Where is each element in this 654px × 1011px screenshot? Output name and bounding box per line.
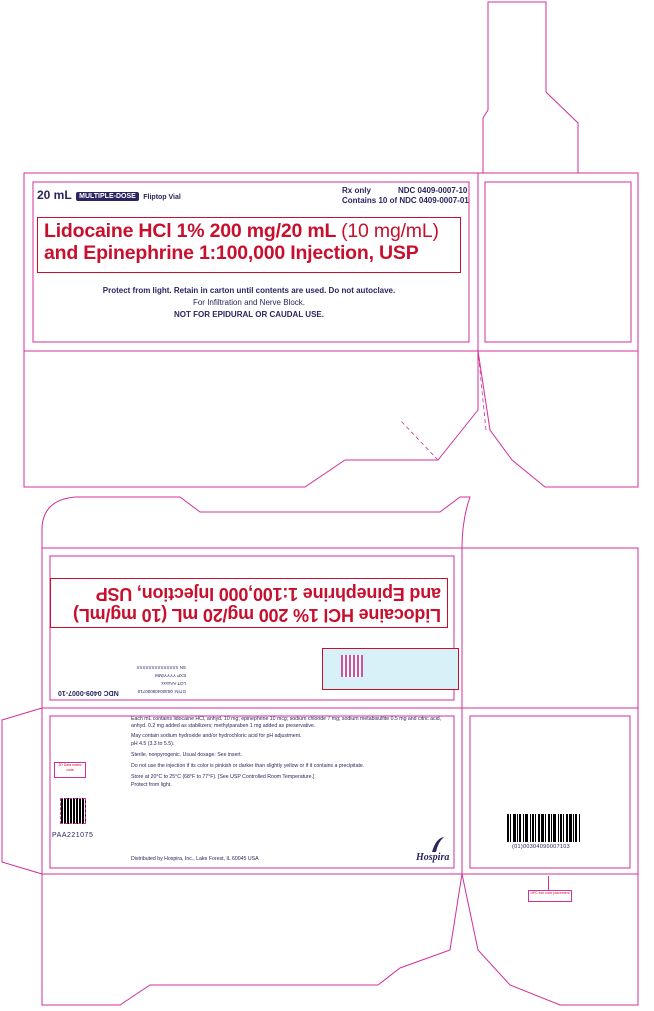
variable-data-area <box>50 648 186 696</box>
sn-value: XXXXXXXXXXXXXX <box>136 665 179 670</box>
discolor-text: Do not use the injection if its color is pinkish or darker than slightly yellow or if it contains a precipitate. <box>131 763 365 769</box>
lot-label: LOT <box>177 681 186 686</box>
title-strength: Lidocaine HCl 1% 200 mg/20 mL <box>44 220 342 242</box>
fliptop-vial-label: Fliptop Vial <box>143 194 181 201</box>
exp-label: EXP <box>177 673 186 678</box>
exp-row <box>155 673 186 678</box>
protect-light-text: Protect from light. <box>131 782 172 788</box>
bt-title-box <box>50 578 448 628</box>
ph-adjust-text: May contain sodium hydroxide and/or hydrochloric acid for pH adjustment. <box>131 733 302 739</box>
title-concentration: (10 mg/mL) <box>341 220 439 242</box>
hospira-wordmark: Hospira <box>416 852 450 863</box>
ph-text: pH 4.5 (3.3 to 5.5). <box>131 741 175 747</box>
front-header-left <box>37 186 181 204</box>
front-title-line2: and Epinephrine 1:100,000 Injection, USP <box>44 242 419 264</box>
storage-text: Store at 20°C to 25°C (68°F to 77°F). [See USP Controlled Room Temperature.] <box>131 774 315 780</box>
warning-statement: NOT FOR EPIDURAL OR CAUDAL USE. <box>174 310 324 319</box>
sn-row <box>136 665 186 670</box>
2d-code-note: 2D Data matrix code <box>54 762 86 778</box>
sn-label: SN <box>179 665 186 670</box>
front-title-line1 <box>44 220 454 242</box>
indication: For Infiltration and Nerve Block. <box>192 298 306 307</box>
callout-line <box>548 876 549 890</box>
front-strength: 20 mL <box>37 188 72 202</box>
barcode-placement-note: UPC bar code placement <box>528 890 572 902</box>
sterile-text: Sterile, nonpyrogenic. Usual dosage: See insert. <box>131 752 243 758</box>
composition-text: Each mL contains lidocaine HCl, anhyd. 10 mg; epinephrine 10 mcg; sodium chloride 7 mg; sodium metabisulfite 0.5 mg and citric acid, anhyd. 0.2 mg added as stabilizers; methylparaben 1 mg added as preservative. <box>131 716 442 730</box>
rx-only: Rx only <box>342 186 371 195</box>
ndc-unit: NDC 0409-0007-10 <box>398 186 468 195</box>
bt-title-line2: and Epinephrine 1:100,000 Injection, USP <box>95 584 441 604</box>
hospira-logo <box>414 836 454 866</box>
multiple-dose-badge: MULTIPLE-DOSE <box>76 192 139 201</box>
front-title-box <box>37 217 461 273</box>
upc-barcode-icon <box>507 814 581 842</box>
bt-title-line1: Lidocaine HCl 1% 200 mg/20 mL (10 mg/mL) <box>73 605 441 625</box>
datamatrix-code-icon <box>60 798 86 824</box>
lot-value: AAxxxx <box>161 681 177 686</box>
barcode-text: (01)00304090007103 <box>512 844 571 850</box>
contains-statement: Contains 10 of NDC 0409-0007-01 <box>342 196 469 205</box>
exp-value: YYYY/MM <box>155 673 176 678</box>
variable-print-box <box>322 648 459 690</box>
datamatrix-placeholder-icon <box>341 655 363 677</box>
protect-statement: Protect from light. Retain in carton until contents are used. Do not autoclave. <box>102 286 396 295</box>
lot-row <box>161 681 186 686</box>
product-code: PAA221075 <box>52 832 94 839</box>
gtin: GTIN: 00300409000710 <box>137 689 186 694</box>
bt-ndc: NDC 0409-0007-10 <box>58 689 119 696</box>
distributor: Distributed by Hospira, Inc., Lake Forest, IL 60045 USA <box>131 856 259 862</box>
